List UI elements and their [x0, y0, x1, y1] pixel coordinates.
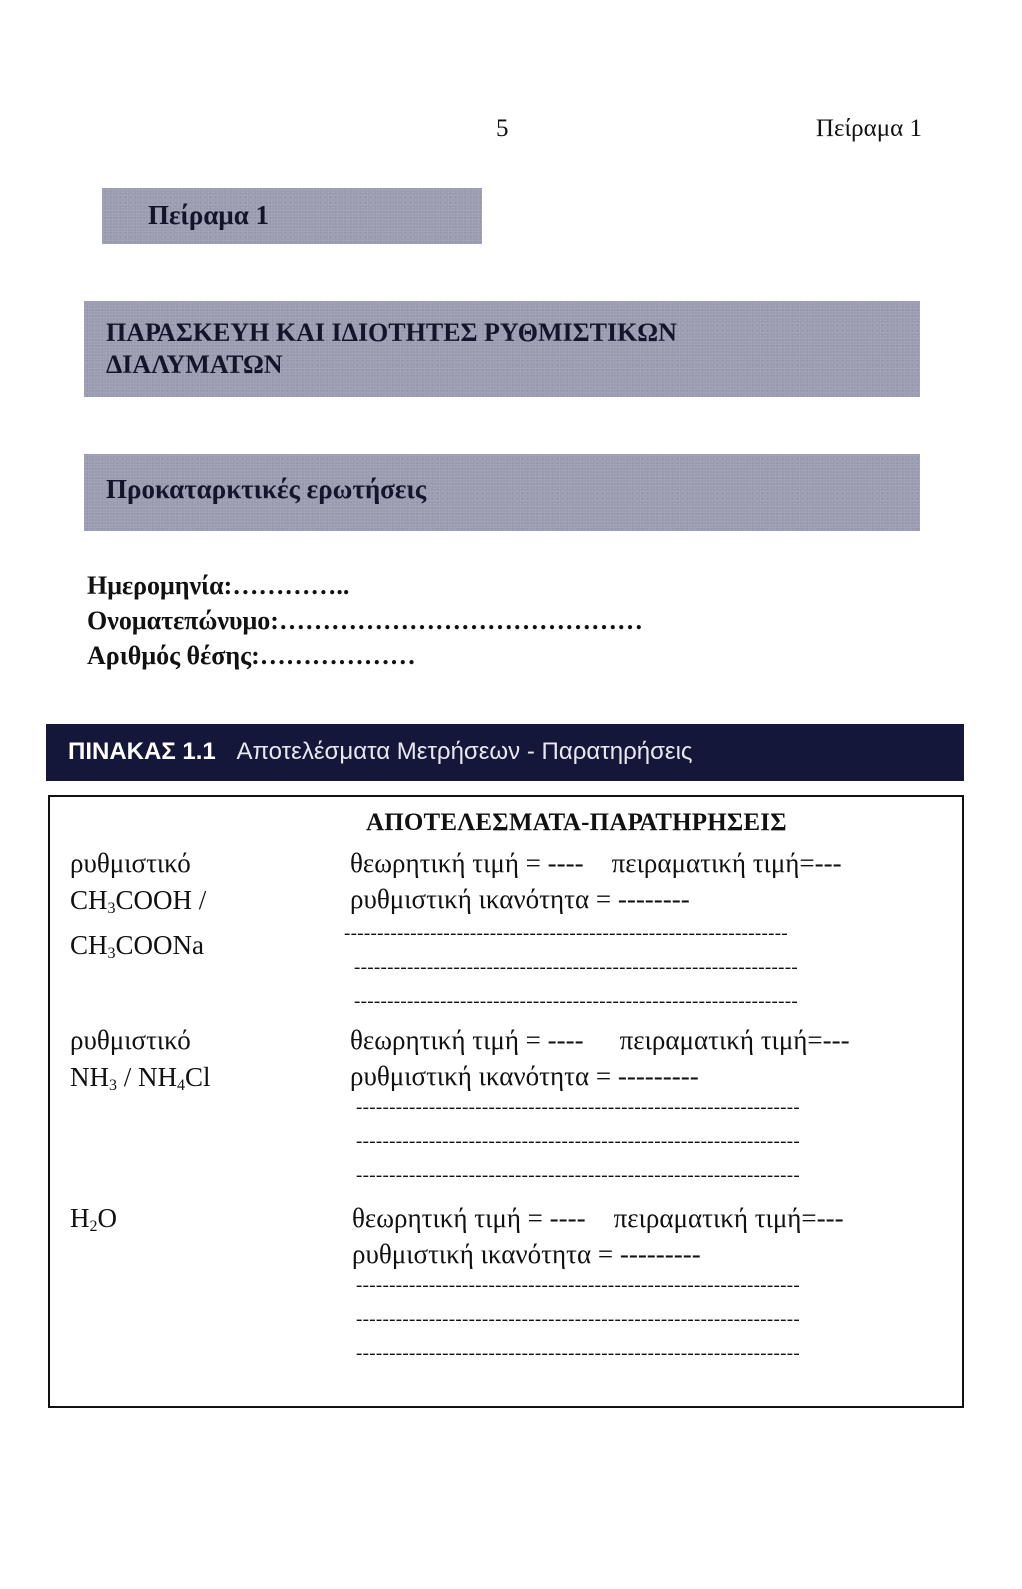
seat-field: Αριθμός θέσης:……………… — [87, 641, 416, 670]
student-fields — [87, 568, 643, 673]
table-heading: ΑΠΟΤΕΛΕΣΜΑΤΑ-ΠΑΡΑΤΗΡΗΣΕΙΣ — [366, 809, 787, 836]
formula-part: / NH — [117, 1062, 177, 1092]
experiment-title — [84, 301, 920, 397]
experimental-value: πειραματική τιμή=--- — [619, 1025, 850, 1055]
formula-part: H — [70, 1203, 90, 1233]
formula-subscript: 3 — [107, 945, 116, 962]
row-content-water — [352, 1200, 844, 1272]
title-line-1: ΠΑΡΑΣΚΕΥΗ ΚΑΙ ΙΔΙΟΤΗΤΕΣ ΡΥΘΜΙΣΤΙΚΩΝ — [106, 318, 677, 347]
answer-dash-line: ------------------------------------------------------------------- — [354, 991, 799, 1012]
formula-ch3coona — [70, 927, 206, 972]
formula-nh3-nh4cl — [70, 1059, 211, 1104]
formula-part: CH — [70, 930, 108, 960]
experiment-label: Πείραμα 1 — [102, 188, 482, 244]
theoretical-value: θεωρητική τιμή = ---- — [352, 1203, 586, 1233]
row-content-ammonia-buffer — [350, 1022, 850, 1094]
table-caption-label: ΠΙΝΑΚΑΣ 1.1 — [68, 738, 216, 765]
row-label-word: ρυθμιστικό — [70, 1025, 191, 1055]
answer-dash-line: ------------------------------------------------------------------- — [354, 957, 799, 978]
formula-part: Cl — [185, 1062, 211, 1092]
theoretical-value: θεωρητική τιμή = ---- — [350, 848, 584, 878]
table-caption-text: Αποτελέσματα Μετρήσεων - Παρατηρήσεις — [236, 738, 693, 765]
answer-dash-line: ------------------------------------------------------------------- — [356, 1343, 801, 1364]
buffer-capacity: ρυθμιστική ικανότητα = --------- — [350, 1061, 699, 1091]
formula-h2o — [70, 1200, 117, 1245]
answer-dash-line: ------------------------------------------------------------------- — [344, 923, 789, 944]
date-field: Ημερομηνία:………….. — [87, 571, 350, 600]
answer-dash-line: ------------------------------------------------------------------- — [356, 1309, 801, 1330]
formula-part: NH — [70, 1062, 109, 1092]
formula-subscript: 2 — [89, 1218, 98, 1235]
theoretical-value: θεωρητική τιμή = ---- — [350, 1025, 584, 1055]
values-line — [350, 845, 842, 881]
row-label-acetate-buffer — [70, 845, 206, 972]
running-title: Πείραμα 1 — [815, 115, 922, 142]
formula-part: CH — [70, 885, 108, 915]
values-line — [350, 1022, 850, 1058]
title-line-2: ΔΙΑΛΥΜΑΤΩΝ — [106, 350, 283, 379]
formula-subscript: 4 — [177, 1077, 185, 1094]
running-header — [0, 115, 1022, 149]
table-caption — [46, 724, 964, 781]
page-number: 5 — [496, 115, 509, 142]
values-line — [352, 1200, 844, 1236]
buffer-capacity: ρυθμιστική ικανότητα = --------- — [352, 1239, 701, 1269]
preliminary-questions-heading: Προκαταρκτικές ερωτήσεις — [84, 454, 920, 531]
formula-subscript: 3 — [107, 900, 116, 917]
row-content-acetate-buffer — [350, 845, 842, 917]
formula-subscript: 3 — [109, 1077, 117, 1094]
row-label-water — [70, 1200, 117, 1245]
formula-ch3cooh — [70, 882, 206, 927]
formula-part: COONa — [115, 930, 205, 960]
experimental-value: πειραματική τιμή=--- — [611, 848, 842, 878]
experimental-value: πειραματική τιμή=--- — [613, 1203, 844, 1233]
results-table — [48, 795, 964, 1408]
formula-part: COOH / — [115, 885, 207, 915]
formula-part: O — [97, 1203, 117, 1233]
row-label-word: ρυθμιστικό — [70, 848, 191, 878]
answer-dash-line: ------------------------------------------------------------------- — [356, 1131, 801, 1152]
answer-dash-line: ------------------------------------------------------------------- — [356, 1165, 801, 1186]
name-field: Ονοματεπώνυμο:…………………………………… — [87, 606, 643, 635]
answer-dash-line: ------------------------------------------------------------------- — [356, 1275, 801, 1296]
buffer-capacity: ρυθμιστική ικανότητα = -------- — [350, 884, 690, 914]
answer-dash-line: ------------------------------------------------------------------- — [356, 1097, 801, 1118]
row-label-ammonia-buffer — [70, 1022, 211, 1104]
